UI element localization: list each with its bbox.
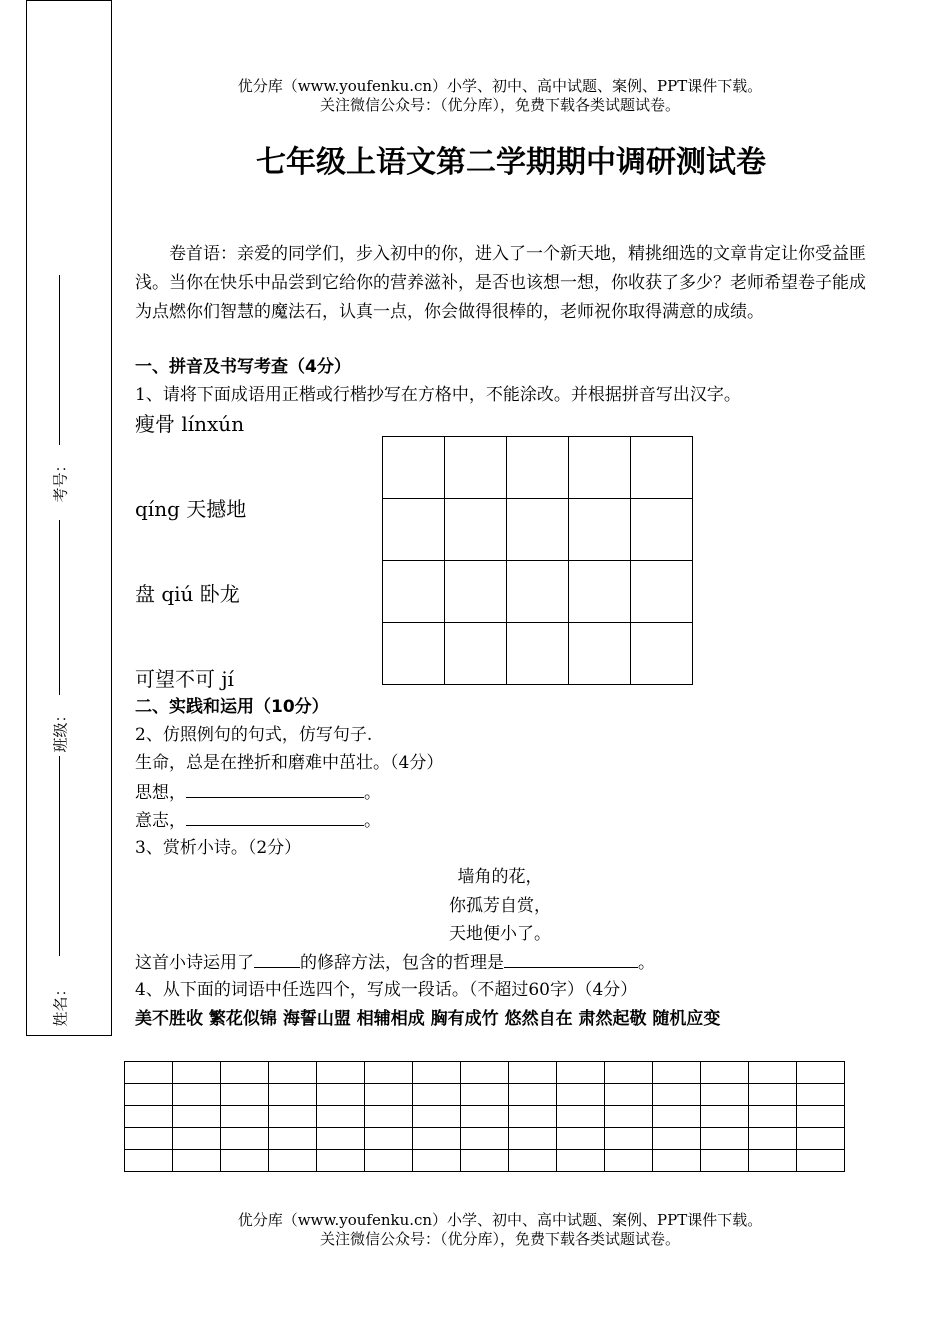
name-label: 姓名： bbox=[51, 981, 70, 1027]
question-4: 4、从下面的词语中任选四个，写成一段话。（不超过60字）（4分） bbox=[135, 980, 638, 1000]
answer-cell[interactable] bbox=[797, 1150, 845, 1172]
section2-heading: 二、实践和运用（10分） bbox=[135, 697, 329, 717]
header-line-1: 优分库（www.youfenku.cn）小学、初中、高中试题、案例、PPT课件下载。 bbox=[237, 77, 763, 95]
answer-cell[interactable] bbox=[317, 1084, 365, 1106]
answer-cell[interactable] bbox=[701, 1150, 749, 1172]
answer-cell[interactable] bbox=[605, 1084, 653, 1106]
grid-cell[interactable] bbox=[631, 437, 693, 499]
answer-cell[interactable] bbox=[269, 1062, 317, 1084]
idiom-4: 可望不可 jí bbox=[135, 667, 234, 691]
grid-cell[interactable] bbox=[383, 623, 445, 685]
answer-cell[interactable] bbox=[797, 1062, 845, 1084]
answer-cell[interactable] bbox=[461, 1150, 509, 1172]
header-line-2: 关注微信公众号：（优分库），免费下载各类试题试卷。 bbox=[319, 96, 680, 114]
answer-cell[interactable] bbox=[173, 1084, 221, 1106]
q3-text-b: 的修辞方法，包含的哲理是 bbox=[300, 953, 504, 973]
answer-cell[interactable] bbox=[605, 1150, 653, 1172]
answer-cell[interactable] bbox=[317, 1106, 365, 1128]
answer-cell[interactable] bbox=[701, 1062, 749, 1084]
answer-cell[interactable] bbox=[125, 1128, 173, 1150]
class-line-lower bbox=[59, 756, 60, 956]
answer-cell[interactable] bbox=[125, 1106, 173, 1128]
q3-rhetoric-blank[interactable] bbox=[254, 951, 300, 968]
answer-cell[interactable] bbox=[557, 1106, 605, 1128]
answer-cell[interactable] bbox=[605, 1128, 653, 1150]
poem-line-2: 你孤芳自赏， bbox=[449, 896, 551, 916]
word-list: 美不胜收 繁花似锦 海誓山盟 相辅相成 胸有成竹 悠然自在 肃然起敬 随机应变 bbox=[135, 1009, 721, 1029]
q3-text-c: 。 bbox=[638, 953, 655, 973]
answer-cell[interactable] bbox=[749, 1150, 797, 1172]
example-sentence: 生命，总是在挫折和磨难中茁壮。（4分） bbox=[135, 753, 444, 773]
answer-cell[interactable] bbox=[221, 1128, 269, 1150]
class-line bbox=[59, 520, 60, 695]
answer-cell[interactable] bbox=[797, 1106, 845, 1128]
answer-cell[interactable] bbox=[173, 1150, 221, 1172]
grid-cell[interactable] bbox=[383, 499, 445, 561]
q3-philosophy-blank[interactable] bbox=[504, 951, 638, 968]
answer-cell[interactable] bbox=[749, 1128, 797, 1150]
answer-cell[interactable] bbox=[653, 1150, 701, 1172]
answer-cell[interactable] bbox=[797, 1084, 845, 1106]
answer-cell[interactable] bbox=[509, 1106, 557, 1128]
answer-cell[interactable] bbox=[605, 1106, 653, 1128]
answer-cell[interactable] bbox=[413, 1128, 461, 1150]
answer-cell[interactable] bbox=[557, 1128, 605, 1150]
grid-cell[interactable] bbox=[383, 561, 445, 623]
answer-cell[interactable] bbox=[605, 1062, 653, 1084]
answer-cell[interactable] bbox=[173, 1062, 221, 1084]
answer-cell[interactable] bbox=[125, 1084, 173, 1106]
grid-cell[interactable] bbox=[445, 561, 507, 623]
answer-cell[interactable] bbox=[221, 1106, 269, 1128]
grid-cell[interactable] bbox=[569, 437, 631, 499]
answer-cell[interactable] bbox=[509, 1128, 557, 1150]
page-title: 七年级上语文第二学期期中调研测试卷 bbox=[256, 145, 766, 180]
question-1: 1、请将下面成语用正楷或行楷抄写在方格中，不能涂改。并根据拼音写出汉字。 bbox=[135, 385, 741, 405]
answer-cell[interactable] bbox=[317, 1150, 365, 1172]
answer-cell[interactable] bbox=[365, 1150, 413, 1172]
grid-cell[interactable] bbox=[507, 437, 569, 499]
idiom-1: 瘦骨 línxún bbox=[135, 412, 245, 436]
answer-cell[interactable] bbox=[365, 1062, 413, 1084]
fill-1-blank[interactable] bbox=[186, 781, 364, 798]
answer-cell[interactable] bbox=[413, 1084, 461, 1106]
fill-2-suffix: 。 bbox=[364, 811, 381, 831]
answer-cell[interactable] bbox=[317, 1128, 365, 1150]
answer-cell[interactable] bbox=[701, 1106, 749, 1128]
answer-cell[interactable] bbox=[557, 1062, 605, 1084]
answer-cell[interactable] bbox=[701, 1128, 749, 1150]
answer-cell[interactable] bbox=[461, 1128, 509, 1150]
exam-no-line bbox=[59, 275, 60, 445]
q3-text-a: 这首小诗运用了 bbox=[135, 953, 254, 973]
writing-grid[interactable] bbox=[382, 436, 693, 685]
fill-line-1 bbox=[135, 781, 381, 804]
grid-cell[interactable] bbox=[507, 561, 569, 623]
answer-cell[interactable] bbox=[365, 1106, 413, 1128]
answer-cell[interactable] bbox=[557, 1084, 605, 1106]
answer-cell[interactable] bbox=[653, 1106, 701, 1128]
answer-cell[interactable] bbox=[413, 1106, 461, 1128]
answer-cell[interactable] bbox=[653, 1062, 701, 1084]
answer-cell[interactable] bbox=[461, 1062, 509, 1084]
answer-cell[interactable] bbox=[653, 1084, 701, 1106]
answer-cell[interactable] bbox=[749, 1106, 797, 1128]
answer-cell[interactable] bbox=[509, 1062, 557, 1084]
exam-no-label: 考号： bbox=[51, 457, 70, 503]
footer-line-1: 优分库（www.youfenku.cn）小学、初中、高中试题、案例、PPT课件下载。 bbox=[237, 1211, 763, 1229]
answer-cell[interactable] bbox=[269, 1106, 317, 1128]
answer-grid[interactable] bbox=[124, 1061, 845, 1172]
answer-cell[interactable] bbox=[269, 1084, 317, 1106]
grid-cell[interactable] bbox=[569, 623, 631, 685]
section1-heading: 一、拼音及书写考查（4分） bbox=[135, 357, 351, 377]
answer-cell[interactable] bbox=[653, 1128, 701, 1150]
grid-cell[interactable] bbox=[631, 499, 693, 561]
poem-line-3: 天地便小了。 bbox=[449, 924, 551, 944]
answer-cell[interactable] bbox=[413, 1150, 461, 1172]
answer-cell[interactable] bbox=[221, 1062, 269, 1084]
answer-cell[interactable] bbox=[461, 1084, 509, 1106]
class-label: 班级： bbox=[51, 707, 70, 753]
poem-line-1: 墙角的花， bbox=[457, 867, 543, 887]
idiom-2: qíng 天撼地 bbox=[135, 497, 247, 521]
footer-line-2: 关注微信公众号：（优分库），免费下载各类试题试卷。 bbox=[319, 1230, 680, 1248]
answer-cell[interactable] bbox=[509, 1084, 557, 1106]
answer-cell[interactable] bbox=[173, 1106, 221, 1128]
fill-2-prefix: 意志， bbox=[135, 811, 186, 831]
grid-cell[interactable] bbox=[445, 437, 507, 499]
answer-cell[interactable] bbox=[749, 1084, 797, 1106]
fill-1-suffix: 。 bbox=[364, 783, 381, 803]
fill-line-2 bbox=[135, 809, 381, 832]
grid-cell[interactable] bbox=[507, 499, 569, 561]
grid-cell[interactable] bbox=[631, 623, 693, 685]
answer-cell[interactable] bbox=[125, 1150, 173, 1172]
fill-2-blank[interactable] bbox=[186, 809, 364, 826]
answer-cell[interactable] bbox=[557, 1150, 605, 1172]
grid-cell[interactable] bbox=[507, 623, 569, 685]
answer-cell[interactable] bbox=[365, 1128, 413, 1150]
answer-cell[interactable] bbox=[317, 1062, 365, 1084]
grid-cell[interactable] bbox=[383, 437, 445, 499]
grid-cell[interactable] bbox=[569, 561, 631, 623]
answer-cell[interactable] bbox=[701, 1084, 749, 1106]
question-3: 3、赏析小诗。（2分） bbox=[135, 838, 302, 858]
answer-cell[interactable] bbox=[221, 1150, 269, 1172]
grid-cell[interactable] bbox=[445, 623, 507, 685]
answer-cell[interactable] bbox=[269, 1150, 317, 1172]
grid-cell[interactable] bbox=[631, 561, 693, 623]
question-2: 2、仿照例句的句式，仿写句子. bbox=[135, 725, 373, 745]
answer-cell[interactable] bbox=[269, 1128, 317, 1150]
answer-cell[interactable] bbox=[221, 1084, 269, 1106]
grid-cell[interactable] bbox=[569, 499, 631, 561]
answer-cell[interactable] bbox=[509, 1150, 557, 1172]
answer-cell[interactable] bbox=[173, 1128, 221, 1150]
idiom-3: 盘 qiú 卧龙 bbox=[135, 582, 240, 606]
question-3-fill bbox=[135, 951, 655, 974]
answer-cell[interactable] bbox=[413, 1062, 461, 1084]
binding-sidebar bbox=[26, 0, 112, 1036]
answer-cell[interactable] bbox=[749, 1062, 797, 1084]
intro-paragraph: 卷首语：亲爱的同学们，步入初中的你，进入了一个新天地，精挑细选的文章肯定让你受益匪浅。当你在快乐中品尝到它给你的营养滋补，是否也该想一想，你收获了多少？老师希望卷子能成为点燃你们智慧的魔法石，认真一点，你会做得很棒的，老师祝你取得满意的成绩。 bbox=[135, 244, 866, 322]
answer-cell[interactable] bbox=[125, 1062, 173, 1084]
answer-cell[interactable] bbox=[461, 1106, 509, 1128]
fill-1-prefix: 思想， bbox=[135, 783, 186, 803]
grid-cell[interactable] bbox=[445, 499, 507, 561]
answer-cell[interactable] bbox=[365, 1084, 413, 1106]
answer-cell[interactable] bbox=[797, 1128, 845, 1150]
